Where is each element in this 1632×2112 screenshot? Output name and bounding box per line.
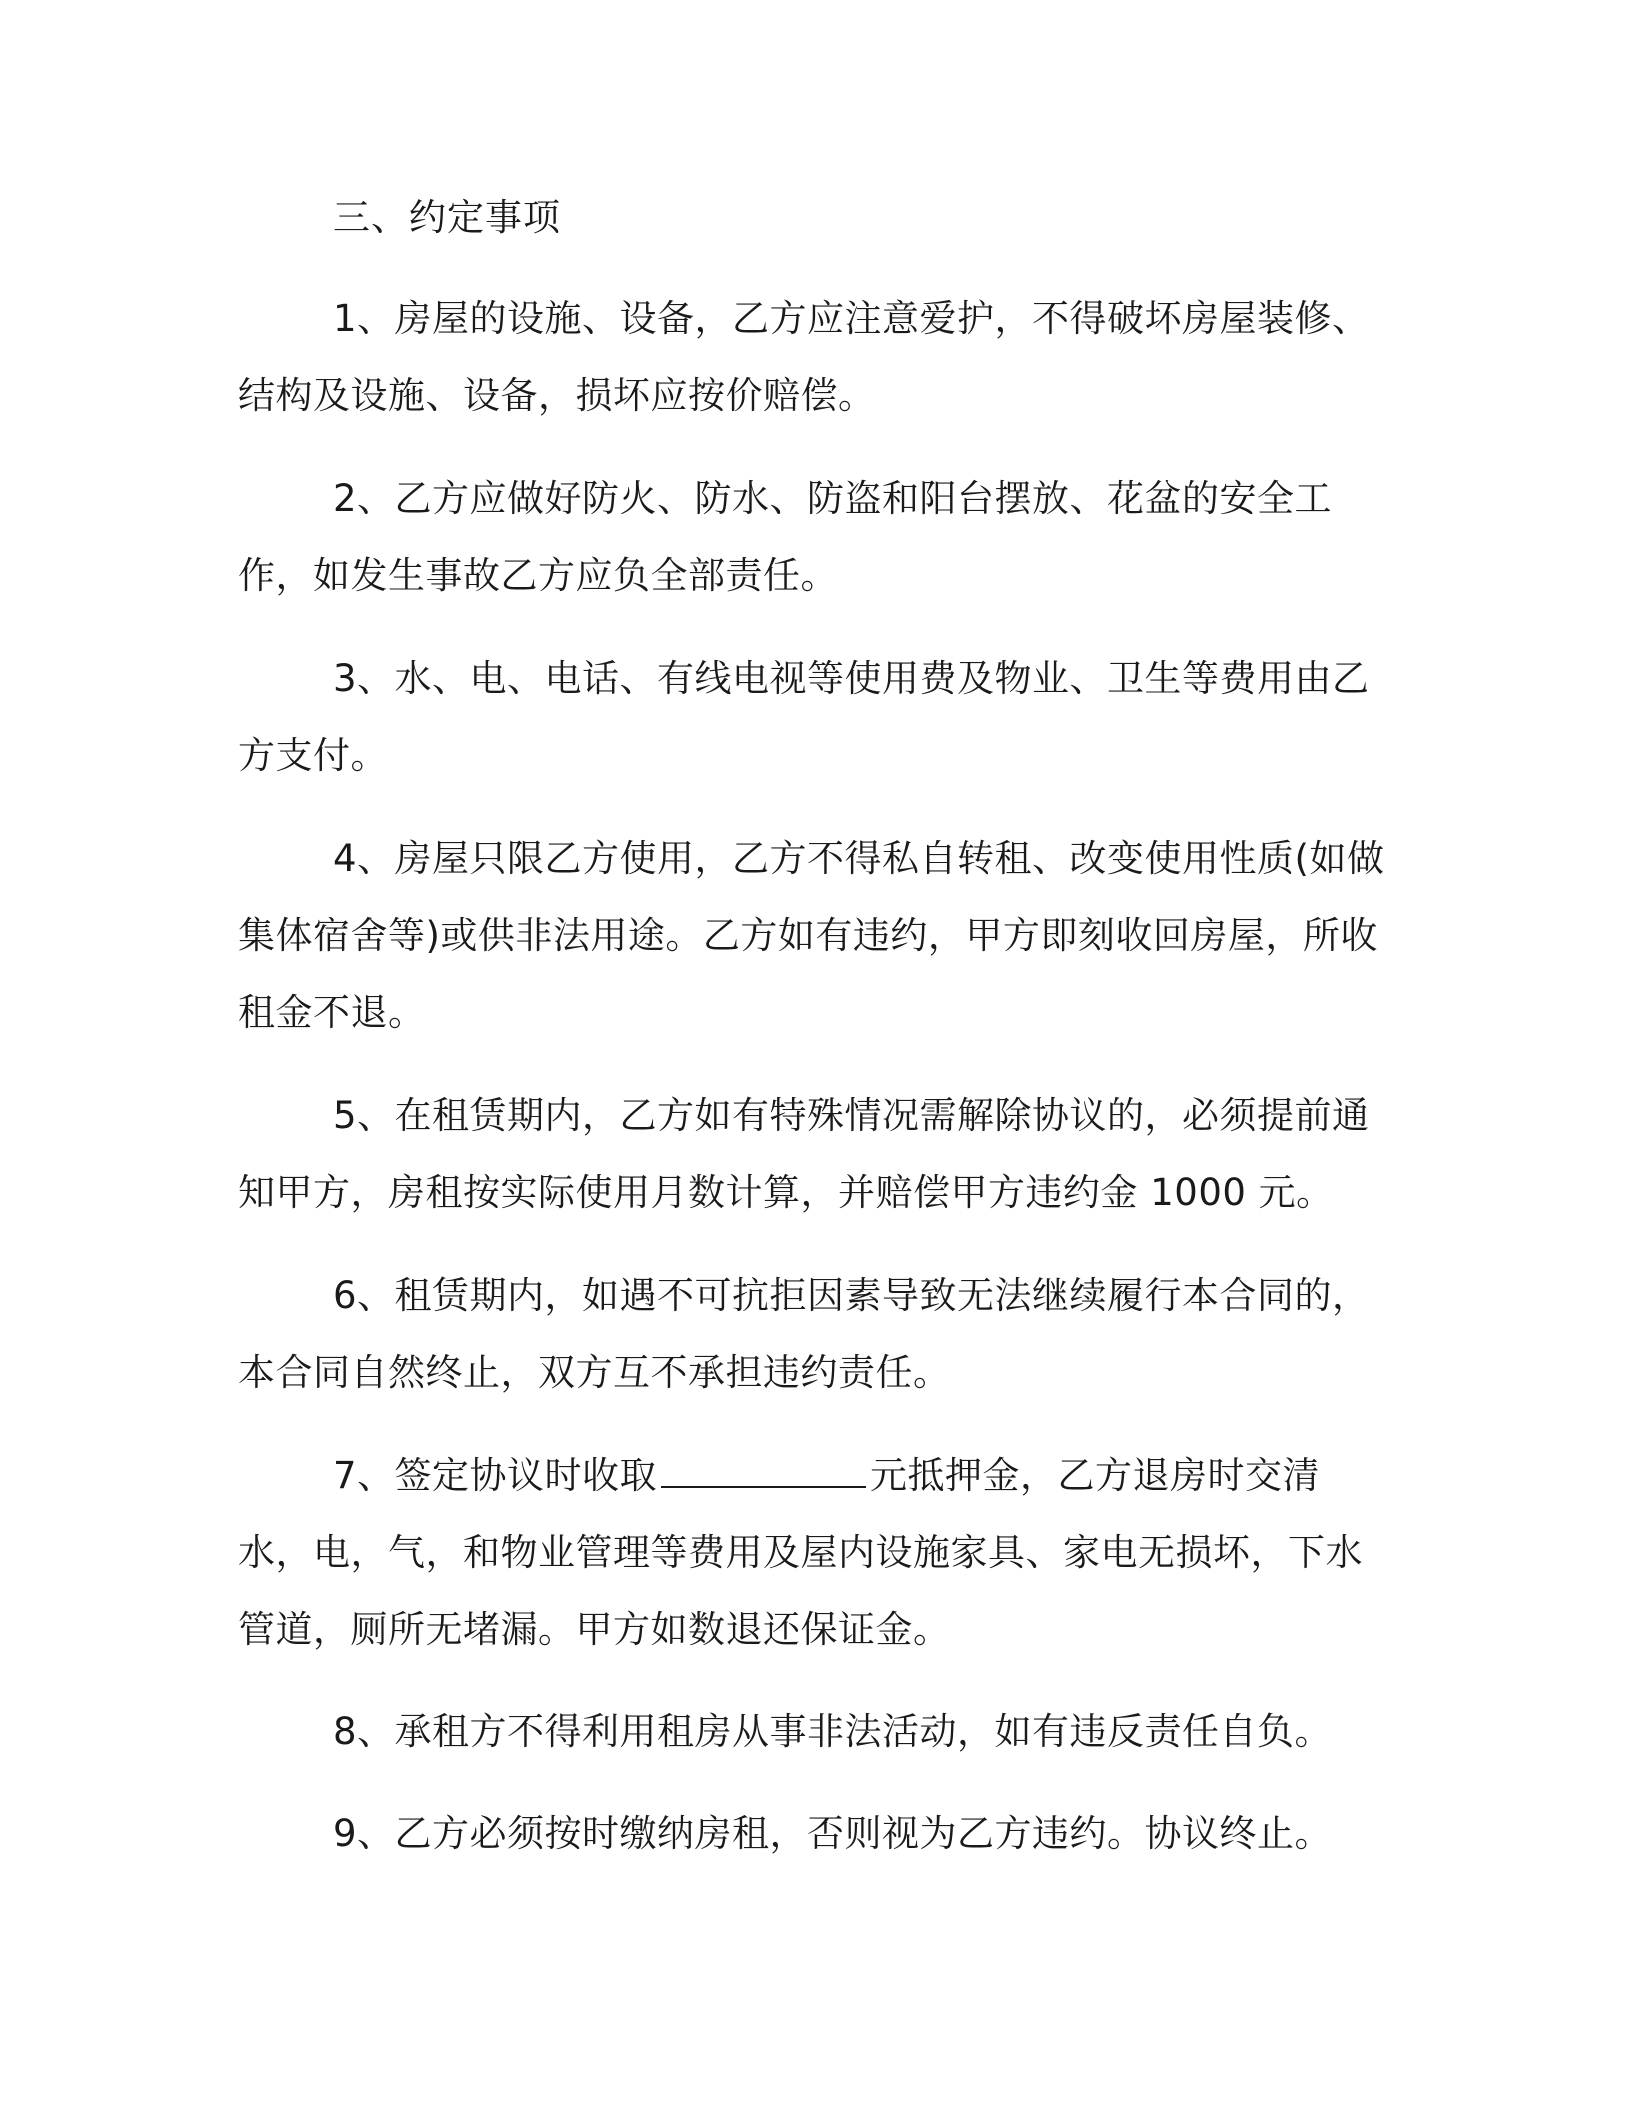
clause-3: 3、水、电、电话、有线电视等使用费及物业、卫生等费用由乙方支付。	[238, 657, 1370, 777]
deposit-amount-blank	[661, 1452, 866, 1488]
clause-2: 2、乙方应做好防火、防水、防盗和阳台摆放、花盆的安全工作，如发生事故乙方应负全部责任。	[238, 477, 1333, 597]
clause-7-text-before: 7、签定协议时收取	[333, 1454, 658, 1497]
clause-4: 4、房屋只限乙方使用，乙方不得私自转租、改变使用性质(如做集体宿舍等)或供非法用途。乙方如有违约，甲方即刻收回房屋，所收租金不退。	[238, 837, 1385, 1034]
clause-9: 9、乙方必须按时缴纳房租，否则视为乙方违约。协议终止。	[333, 1812, 1333, 1855]
clause-8: 8、承租方不得利用租房从事非法活动，如有违反责任自负。	[333, 1710, 1333, 1753]
section-heading: 三、约定事项	[333, 196, 561, 239]
clause-6: 6、租赁期内，如遇不可抗拒因素导致无法继续履行本合同的，本合同自然终止，双方互不承担违约责任。	[238, 1274, 1370, 1394]
clause-5: 5、在租赁期内，乙方如有特殊情况需解除协议的，必须提前通知甲方，房租按实际使用月数计算，并赔偿甲方违约金 1000 元。	[238, 1094, 1370, 1214]
clause-7	[238, 1437, 1388, 1668]
clause-7-text-after: 元抵押金，乙方退房时交清水，电，气，和物业管理等费用及屋内设施家具、家电无损坏，下水管道，厕所无堵漏。甲方如数退还保证金。	[238, 1454, 1363, 1651]
clause-1: 1、房屋的设施、设备，乙方应注意爱护，不得破坏房屋装修、结构及设施、设备，损坏应按价赔偿。	[238, 297, 1370, 417]
